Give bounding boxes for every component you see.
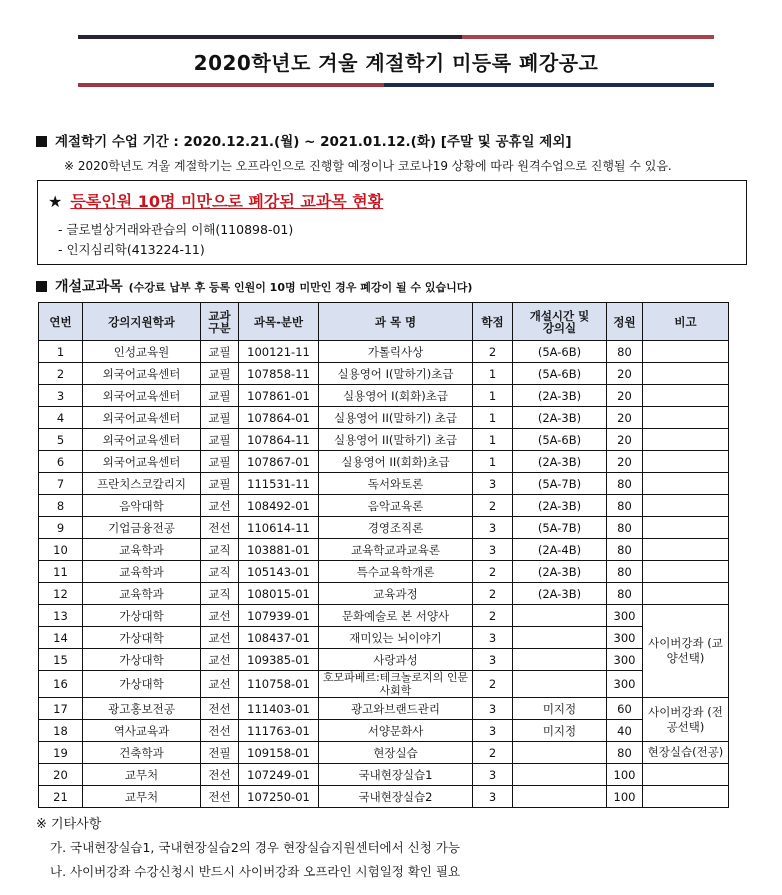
table-row bbox=[39, 407, 729, 429]
title-top-bar bbox=[78, 35, 714, 39]
etc-heading: ※ 기타사항 bbox=[36, 817, 102, 832]
table-cell bbox=[643, 517, 729, 539]
table-cell: 110614-11 bbox=[239, 517, 319, 539]
courses-heading-text: 개설교과목 bbox=[55, 279, 123, 295]
table-cell: 100121-11 bbox=[239, 341, 319, 363]
table-cell: 교육학과 bbox=[83, 539, 201, 561]
table-row bbox=[39, 473, 729, 495]
table-cell: 1 bbox=[473, 429, 513, 451]
table-row bbox=[39, 385, 729, 407]
table-cell bbox=[513, 627, 607, 649]
table-cell: 109385-01 bbox=[239, 649, 319, 671]
table-cell: 현장실습 bbox=[319, 742, 473, 764]
table-cell: 실용영어 I(회화)초급 bbox=[319, 385, 473, 407]
table-cell: 108437-01 bbox=[239, 627, 319, 649]
table-cell: 실용영어 II(말하기) 초급 bbox=[319, 429, 473, 451]
table-cell: 103881-01 bbox=[239, 539, 319, 561]
column-header: 과 목 명 bbox=[319, 303, 473, 341]
table-cell: 교육학교과교육론 bbox=[319, 539, 473, 561]
closed-item: - 글로벌상거래와관습의 이해(110898-01) bbox=[58, 222, 294, 237]
courses-heading bbox=[36, 276, 472, 296]
courses-condition: (수강료 납부 후 등록 인원이 10명 미만인 경우 폐강이 될 수 있습니다) bbox=[128, 281, 473, 294]
etc-item: 가. 국내현장실습1, 국내현장실습2의 경우 현장실습지원센터에서 신청 가능 bbox=[50, 840, 460, 855]
square-bullet-icon bbox=[36, 281, 47, 292]
table-cell bbox=[643, 341, 729, 363]
table-cell: 20 bbox=[607, 363, 643, 385]
table-cell: 사랑과성 bbox=[319, 649, 473, 671]
table-cell: 교선 bbox=[201, 495, 239, 517]
table-cell: 80 bbox=[607, 495, 643, 517]
table-cell: 110758-01 bbox=[239, 671, 319, 698]
table-cell: 8 bbox=[39, 495, 83, 517]
table-cell bbox=[643, 363, 729, 385]
closed-item: - 인지심리학(413224-11) bbox=[58, 242, 205, 257]
table-cell: 3 bbox=[473, 764, 513, 786]
table-row bbox=[39, 429, 729, 451]
table-row bbox=[39, 627, 729, 649]
table-cell: 서양문화사 bbox=[319, 720, 473, 742]
table-cell bbox=[513, 671, 607, 698]
table-cell: 60 bbox=[607, 698, 643, 720]
table-cell: 3 bbox=[473, 649, 513, 671]
column-header: 정원 bbox=[607, 303, 643, 341]
table-cell: 9 bbox=[39, 517, 83, 539]
etc-item: 나. 사이버강좌 수강신청시 반드시 사이버강좌 오프라인 시험일정 확인 필요 bbox=[50, 864, 461, 879]
title-bottom-bar bbox=[78, 83, 714, 87]
table-cell: 가상대학 bbox=[83, 649, 201, 671]
table-cell: 107867-01 bbox=[239, 451, 319, 473]
table-cell: (2A-3B) bbox=[513, 495, 607, 517]
table-cell: 전필 bbox=[201, 742, 239, 764]
table-cell: 1 bbox=[39, 341, 83, 363]
table-cell: (2A-4B) bbox=[513, 539, 607, 561]
table-cell: 인성교육원 bbox=[83, 341, 201, 363]
table-cell: 80 bbox=[607, 341, 643, 363]
table-cell bbox=[643, 764, 729, 786]
table-cell bbox=[513, 742, 607, 764]
table-cell: 광고홍보전공 bbox=[83, 698, 201, 720]
table-cell bbox=[513, 649, 607, 671]
table-cell: 가상대학 bbox=[83, 627, 201, 649]
table-cell: (5A-6B) bbox=[513, 363, 607, 385]
table-cell: 2 bbox=[473, 605, 513, 627]
table-cell: 교필 bbox=[201, 407, 239, 429]
table-cell: 108492-01 bbox=[239, 495, 319, 517]
table-cell: 기업금융전공 bbox=[83, 517, 201, 539]
table-row bbox=[39, 786, 729, 808]
table-cell bbox=[513, 786, 607, 808]
table-cell: (2A-3B) bbox=[513, 561, 607, 583]
table-row bbox=[39, 341, 729, 363]
column-header: 비고 bbox=[643, 303, 729, 341]
table-cell: 2 bbox=[473, 341, 513, 363]
table-cell: 21 bbox=[39, 786, 83, 808]
table-cell: 20 bbox=[607, 429, 643, 451]
table-row bbox=[39, 517, 729, 539]
table-cell: 15 bbox=[39, 649, 83, 671]
table-row bbox=[39, 742, 729, 764]
table-cell: 전선 bbox=[201, 517, 239, 539]
table-cell: 미지정 bbox=[513, 720, 607, 742]
table-cell: 14 bbox=[39, 627, 83, 649]
table-cell: 전선 bbox=[201, 764, 239, 786]
table-cell: 80 bbox=[607, 561, 643, 583]
table-cell: 호모파베르:테크놀로지의 인문사회학 bbox=[319, 671, 473, 698]
period-heading bbox=[36, 130, 572, 150]
table-header-row bbox=[39, 303, 729, 341]
table-row bbox=[39, 698, 729, 720]
table-row bbox=[39, 539, 729, 561]
table-cell bbox=[643, 539, 729, 561]
table-cell: 109158-01 bbox=[239, 742, 319, 764]
closed-heading bbox=[48, 189, 383, 212]
table-cell: 외국어교육센터 bbox=[83, 407, 201, 429]
table-cell: (5A-6B) bbox=[513, 429, 607, 451]
table-cell: 프란치스코칼리지 bbox=[83, 473, 201, 495]
period-note: ※ 2020학년도 겨울 계절학기는 오프라인으로 진행할 예정이나 코로나19 상황에 따라 원격수업으로 진행될 수 있음. bbox=[64, 159, 672, 173]
page-title: 2020학년도 겨울 계절학기 미등록 폐강공고 bbox=[193, 51, 599, 75]
table-cell: 3 bbox=[473, 786, 513, 808]
table-cell: 111763-01 bbox=[239, 720, 319, 742]
column-header: 연번 bbox=[39, 303, 83, 341]
table-cell: 전선 bbox=[201, 786, 239, 808]
column-header: 교과 구분 bbox=[201, 303, 239, 341]
table-row bbox=[39, 649, 729, 671]
table-cell: 7 bbox=[39, 473, 83, 495]
period-label: 계절학기 수업 기간 : 2020.12.21.(월) ~ 2021.01.12.(화) [주말 및 공휴일 제외] bbox=[55, 134, 572, 150]
table-cell: 3 bbox=[473, 473, 513, 495]
table-cell: 80 bbox=[607, 473, 643, 495]
table-cell bbox=[643, 561, 729, 583]
table-row bbox=[39, 495, 729, 517]
closed-heading-text: 등록인원 10명 미만으로 폐강된 교과목 현황 bbox=[70, 192, 384, 211]
table-cell: 2 bbox=[473, 583, 513, 605]
title-block bbox=[78, 35, 714, 87]
table-cell: 2 bbox=[39, 363, 83, 385]
table-row bbox=[39, 720, 729, 742]
table-cell: 40 bbox=[607, 720, 643, 742]
table-cell: 교필 bbox=[201, 429, 239, 451]
table-row bbox=[39, 451, 729, 473]
table-cell: 107250-01 bbox=[239, 786, 319, 808]
table-cell: 107249-01 bbox=[239, 764, 319, 786]
table-cell: 경영조직론 bbox=[319, 517, 473, 539]
remark-cell: 사이버강좌 (전공선택) bbox=[643, 698, 729, 742]
table-cell: 광고와브랜드관리 bbox=[319, 698, 473, 720]
table-cell: 3 bbox=[473, 720, 513, 742]
table-cell: 가상대학 bbox=[83, 605, 201, 627]
table-cell: 80 bbox=[607, 583, 643, 605]
table-cell: 재미있는 뇌이야기 bbox=[319, 627, 473, 649]
table-cell: 외국어교육센터 bbox=[83, 451, 201, 473]
table-cell: 300 bbox=[607, 649, 643, 671]
column-header: 개설시간 및 강의실 bbox=[513, 303, 607, 341]
table-cell: 1 bbox=[473, 451, 513, 473]
table-row bbox=[39, 764, 729, 786]
table-cell bbox=[643, 495, 729, 517]
table-cell: 독서와토론 bbox=[319, 473, 473, 495]
table-cell: 교직 bbox=[201, 561, 239, 583]
table-cell: 3 bbox=[473, 539, 513, 561]
table-cell: 교직 bbox=[201, 539, 239, 561]
table-cell: 12 bbox=[39, 583, 83, 605]
table-cell: 교무처 bbox=[83, 764, 201, 786]
table-cell: 음악교육론 bbox=[319, 495, 473, 517]
table-cell: 20 bbox=[39, 764, 83, 786]
table-cell: 2 bbox=[473, 495, 513, 517]
table-cell: 2 bbox=[473, 561, 513, 583]
table-cell: 80 bbox=[607, 517, 643, 539]
remark-cell: 사이버강좌 (교양선택) bbox=[643, 605, 729, 698]
table-cell: 특수교육학개론 bbox=[319, 561, 473, 583]
table-cell: (2A-3B) bbox=[513, 385, 607, 407]
table-cell: 100 bbox=[607, 786, 643, 808]
table-cell: 111403-01 bbox=[239, 698, 319, 720]
table-cell: 가톨릭사상 bbox=[319, 341, 473, 363]
table-row bbox=[39, 671, 729, 698]
table-cell: 107864-11 bbox=[239, 429, 319, 451]
table-cell: 3 bbox=[473, 517, 513, 539]
table-cell: 교육과정 bbox=[319, 583, 473, 605]
table-cell: 교선 bbox=[201, 605, 239, 627]
table-cell: 2 bbox=[473, 671, 513, 698]
table-cell: 교육학과 bbox=[83, 583, 201, 605]
table-cell: 107858-11 bbox=[239, 363, 319, 385]
table-cell: 가상대학 bbox=[83, 671, 201, 698]
table-cell bbox=[513, 605, 607, 627]
table-cell: 300 bbox=[607, 605, 643, 627]
remark-cell: 현장실습(전공) bbox=[643, 742, 729, 764]
table-cell: 20 bbox=[607, 385, 643, 407]
table-cell: 교직 bbox=[201, 583, 239, 605]
table-cell: 1 bbox=[473, 363, 513, 385]
column-header: 학점 bbox=[473, 303, 513, 341]
column-header: 강의지원학과 bbox=[83, 303, 201, 341]
table-cell: 국내현장실습2 bbox=[319, 786, 473, 808]
table-cell: (2A-3B) bbox=[513, 451, 607, 473]
table-cell: 18 bbox=[39, 720, 83, 742]
table-cell: 111531-11 bbox=[239, 473, 319, 495]
table-cell: 국내현장실습1 bbox=[319, 764, 473, 786]
star-icon: ★ bbox=[48, 192, 63, 211]
table-cell: 3 bbox=[39, 385, 83, 407]
table-cell bbox=[643, 429, 729, 451]
courses-table bbox=[38, 302, 729, 808]
table-cell: 교필 bbox=[201, 363, 239, 385]
table-cell bbox=[643, 407, 729, 429]
table-cell: 외국어교육센터 bbox=[83, 363, 201, 385]
table-cell: 13 bbox=[39, 605, 83, 627]
table-cell: 6 bbox=[39, 451, 83, 473]
table-cell: 외국어교육센터 bbox=[83, 385, 201, 407]
table-row bbox=[39, 363, 729, 385]
square-bullet-icon bbox=[36, 136, 47, 147]
table-cell: 80 bbox=[607, 742, 643, 764]
table-cell: 107864-01 bbox=[239, 407, 319, 429]
table-cell: 교선 bbox=[201, 649, 239, 671]
table-cell: 80 bbox=[607, 539, 643, 561]
table-cell: 19 bbox=[39, 742, 83, 764]
table-cell: 300 bbox=[607, 627, 643, 649]
table-cell bbox=[643, 451, 729, 473]
table-cell bbox=[643, 786, 729, 808]
table-cell: 11 bbox=[39, 561, 83, 583]
table-cell: 미지정 bbox=[513, 698, 607, 720]
table-cell: 전선 bbox=[201, 720, 239, 742]
table-cell: 실용영어 II(말하기) 초급 bbox=[319, 407, 473, 429]
table-cell: 교필 bbox=[201, 341, 239, 363]
table-cell: 1 bbox=[473, 407, 513, 429]
table-cell: 음악대학 bbox=[83, 495, 201, 517]
table-cell: 3 bbox=[473, 627, 513, 649]
table-cell: 외국어교육센터 bbox=[83, 429, 201, 451]
table-row bbox=[39, 561, 729, 583]
table-cell: 100 bbox=[607, 764, 643, 786]
table-cell: 300 bbox=[607, 671, 643, 698]
table-cell: 교육학과 bbox=[83, 561, 201, 583]
table-cell: 교필 bbox=[201, 473, 239, 495]
table-cell: 실용영어 II(회화)초급 bbox=[319, 451, 473, 473]
table-cell: 3 bbox=[473, 698, 513, 720]
table-cell: 4 bbox=[39, 407, 83, 429]
table-cell: 교필 bbox=[201, 385, 239, 407]
table-cell bbox=[513, 764, 607, 786]
table-cell: 108015-01 bbox=[239, 583, 319, 605]
table-cell: (5A-7B) bbox=[513, 517, 607, 539]
table-cell: 역사교육과 bbox=[83, 720, 201, 742]
table-cell: 2 bbox=[473, 742, 513, 764]
table-cell: (2A-3B) bbox=[513, 583, 607, 605]
table-cell bbox=[643, 583, 729, 605]
table-cell: 문화예술로 본 서양사 bbox=[319, 605, 473, 627]
table-cell: 1 bbox=[473, 385, 513, 407]
table-cell: 교필 bbox=[201, 451, 239, 473]
column-header: 과목-분반 bbox=[239, 303, 319, 341]
table-cell: 20 bbox=[607, 451, 643, 473]
table-cell bbox=[643, 385, 729, 407]
table-cell: 교선 bbox=[201, 627, 239, 649]
table-cell: (5A-7B) bbox=[513, 473, 607, 495]
table-cell: 16 bbox=[39, 671, 83, 698]
table-cell: 105143-01 bbox=[239, 561, 319, 583]
table-cell: 교무처 bbox=[83, 786, 201, 808]
table-cell: 17 bbox=[39, 698, 83, 720]
table-cell: 실용영어 I(말하기)초급 bbox=[319, 363, 473, 385]
table-cell: 교선 bbox=[201, 671, 239, 698]
table-cell bbox=[643, 473, 729, 495]
closed-courses-box bbox=[37, 180, 747, 265]
table-cell: 전선 bbox=[201, 698, 239, 720]
table-cell: 5 bbox=[39, 429, 83, 451]
table-cell: (5A-6B) bbox=[513, 341, 607, 363]
table-cell: 20 bbox=[607, 407, 643, 429]
table-cell: (2A-3B) bbox=[513, 407, 607, 429]
table-cell: 10 bbox=[39, 539, 83, 561]
table-cell: 107939-01 bbox=[239, 605, 319, 627]
table-row bbox=[39, 605, 729, 627]
table-cell: 건축학과 bbox=[83, 742, 201, 764]
table-cell: 107861-01 bbox=[239, 385, 319, 407]
table-row bbox=[39, 583, 729, 605]
